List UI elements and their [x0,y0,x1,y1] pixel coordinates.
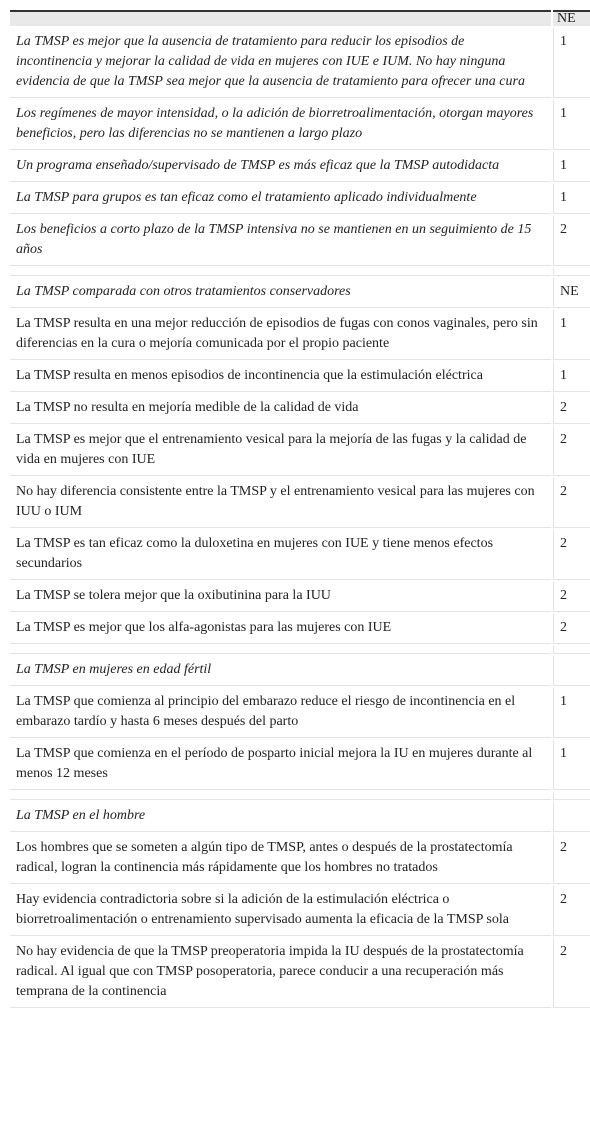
table-row [10,582,590,612]
statement-cell: Los beneficios a corto plazo de la TMSP intensiva no se mantienen en un seguimiento de 15 años [10,216,551,266]
table-row [10,530,590,580]
table-row [10,614,590,644]
table-row [10,886,590,936]
ne-cell: 1 [553,362,590,392]
table-row [10,216,590,266]
statement-cell: La TMSP no resulta en mejoría medible de la calidad de vida [10,394,551,424]
section-spacer [10,646,590,654]
statement-cell: La TMSP es mejor que los alfa-agonistas para las mujeres con IUE [10,614,551,644]
ne-cell: 1 [553,740,590,790]
ne-cell: 2 [553,582,590,612]
header-ne: NE [553,10,590,26]
table-row [10,362,590,392]
ne-cell: 2 [553,834,590,884]
ne-cell: 1 [553,688,590,738]
table-row [10,394,590,424]
statement-cell: La TMSP es mejor que el entrenamiento vesical para la mejoría de las fugas y la calidad de vida en mujeres con IUE [10,426,551,476]
table-row [10,28,590,98]
section-heading-row [10,802,590,832]
table-row [10,100,590,150]
statement-cell: Los hombres que se someten a algún tipo de TMSP, antes o después de la prostatectomía radical, logran la continencia más rápidamente que los hombres no tratados [10,834,551,884]
table-row [10,834,590,884]
ne-cell: 2 [553,394,590,424]
statement-cell: Hay evidencia contradictoria sobre si la adición de la estimulación eléctrica o biorretroalimentación o entrenamiento supervisado aumenta la eficacia de la TMSP sola [10,886,551,936]
statement-cell: La TMSP para grupos es tan eficaz como el tratamiento aplicado individualmente [10,184,551,214]
ne-cell: 1 [553,184,590,214]
statement-cell: La TMSP es tan eficaz como la duloxetina en mujeres con IUE y tiene menos efectos secundarios [10,530,551,580]
header-statement [10,10,551,26]
table-row [10,310,590,360]
ne-cell: 1 [553,310,590,360]
statement-cell: No hay evidencia de que la TMSP preoperatoria impida la IU después de la prostatectomía radical. Al igual que con TMSP posoperatoria, parece conducir a una recuperación más temprana de la continencia [10,938,551,1008]
ne-cell: 2 [553,530,590,580]
table-row [10,184,590,214]
evidence-table [8,8,590,1010]
section-spacer [10,268,590,276]
section-heading-row [10,656,590,686]
table-row [10,478,590,528]
ne-cell: 2 [553,426,590,476]
ne-cell: 2 [553,886,590,936]
table-row [10,740,590,790]
statement-cell: La TMSP se tolera mejor que la oxibutinina para la IUU [10,582,551,612]
statement-cell: La TMSP resulta en menos episodios de incontinencia que la estimulación eléctrica [10,362,551,392]
ne-cell: 2 [553,216,590,266]
section-title: La TMSP en mujeres en edad fértil [10,656,551,686]
table-row [10,688,590,738]
ne-cell: 2 [553,478,590,528]
statement-cell: La TMSP que comienza al principio del embarazo reduce el riesgo de incontinencia en el embarazo tardío y hasta 6 meses después del parto [10,688,551,738]
statement-cell: Los regímenes de mayor intensidad, o la adición de biorretroalimentación, otorgan mayores beneficios, pero las diferencias no se mantienen a largo plazo [10,100,551,150]
table-row [10,938,590,1008]
section-ne-label: NE [553,278,590,308]
section-title: La TMSP comparada con otros tratamientos conservadores [10,278,551,308]
ne-cell: 1 [553,100,590,150]
statement-cell: La TMSP que comienza en el período de posparto inicial mejora la IU en mujeres durante al menos 12 meses [10,740,551,790]
table-header-row [10,10,590,26]
statement-cell: Un programa enseñado/supervisado de TMSP es más eficaz que la TMSP autodidacta [10,152,551,182]
section-heading-row [10,278,590,308]
ne-cell: 1 [553,28,590,98]
section-spacer [10,792,590,800]
ne-cell: 2 [553,938,590,1008]
ne-cell: 2 [553,614,590,644]
section-title: La TMSP en el hombre [10,802,551,832]
statement-cell: No hay diferencia consistente entre la TMSP y el entrenamiento vesical para las mujeres con IUU o IUM [10,478,551,528]
table-row [10,152,590,182]
statement-cell: La TMSP resulta en una mejor reducción de episodios de fugas con conos vaginales, pero sin diferencias en la cura o mejoría comunicada por el propio paciente [10,310,551,360]
table-row [10,426,590,476]
ne-cell: 1 [553,152,590,182]
statement-cell: La TMSP es mejor que la ausencia de tratamiento para reducir los episodios de incontinencia y mejorar la calidad de vida en mujeres con IUE e IUM. No hay ninguna evidencia de que la TMSP sea mejor que la ausencia de tratamiento para ofrecer una cura [10,28,551,98]
